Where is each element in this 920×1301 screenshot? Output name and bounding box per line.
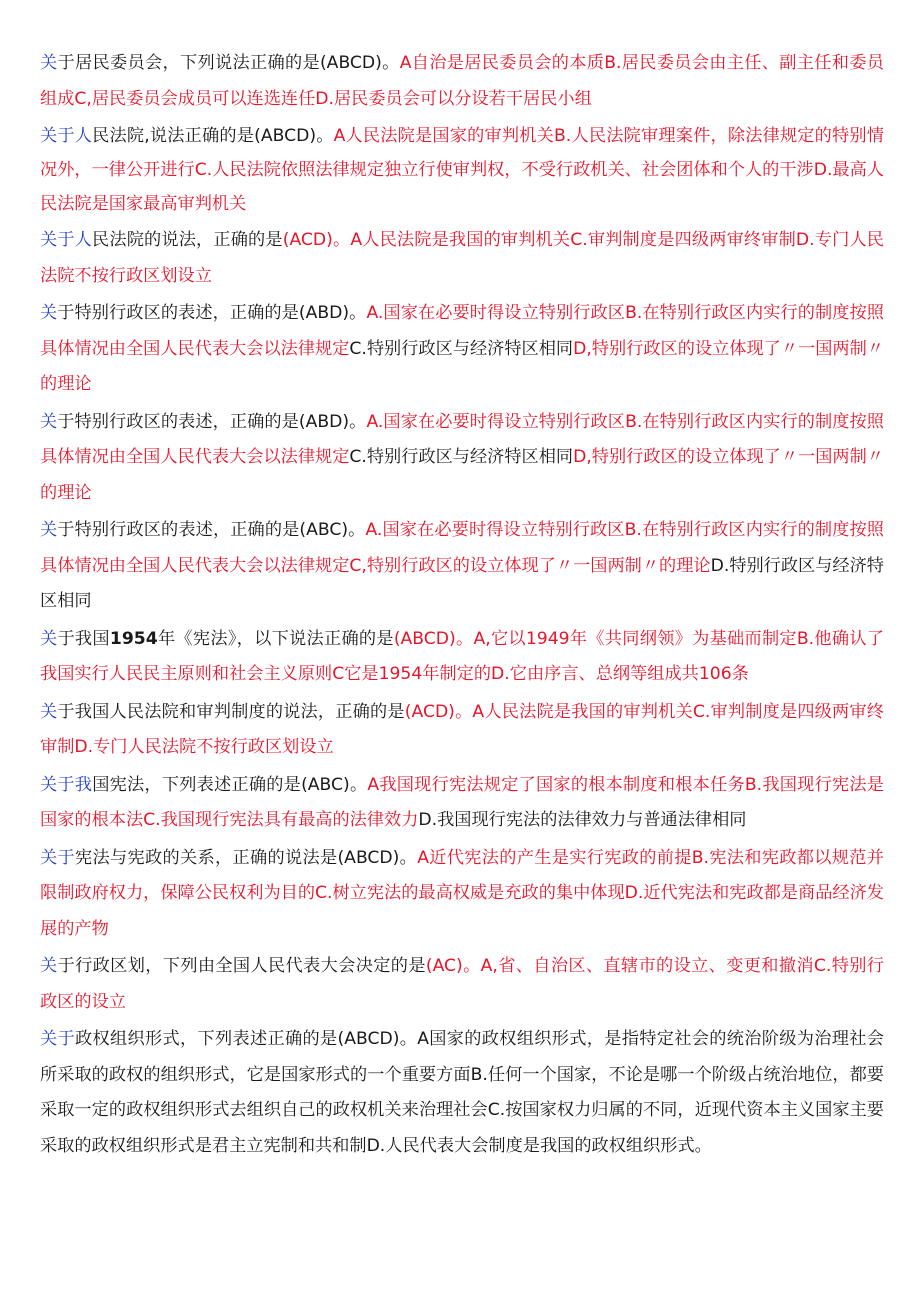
- answer-text: A自治是居民委员会的本质B.居民委员会由主任、副主任和委员组成C,居民委员会成员可以连选连任D.居民委员会可以分设若干居民小组: [40, 53, 884, 109]
- question-lead: 关于我: [40, 774, 93, 795]
- answer-rest-text: C.特别行政区与经济特区相同: [349, 338, 574, 359]
- question-text: 于特别行政区的表述，正确的是(ABC)。: [57, 520, 366, 540]
- question-year: 1954: [109, 628, 158, 649]
- answer-rest-text: D.我国现行宪法的法律效力与普通法律相同: [418, 810, 747, 830]
- question-lead: 关: [40, 53, 58, 73]
- question-text: 于居民委员会，下列说法正确的是(ABCD)。: [57, 53, 400, 73]
- answer-text: A我国现行宪法规定了国家的根本制度和根本任务B.我国现行宪法是国家的根本法C.我国现行宪法具有最高的法律效力: [40, 774, 884, 830]
- answer-text: A.国家在必要时得设立特别行政区B.在特别行政区内实行的制度按照具体情况由全国人民代表大会以法律规定: [40, 411, 884, 467]
- question-text: 于行政区划，下列由全国人民代表大会决定的是: [57, 956, 426, 976]
- question-lead: 关: [40, 411, 58, 432]
- qa-item-10: [40, 841, 884, 948]
- answer-text: A.国家在必要时得设立特别行政区B.在特别行政区内实行的制度按照具体情况由全国人民代表大会以法律规定C,特别行政区的设立体现了〃一国两制〃的理论: [40, 520, 884, 576]
- question-lead: 关于: [40, 847, 75, 868]
- question-text: 政权组织形式，下列表述正确的是(ABCD)。A国家的政权组织形式，是指特定社会的统治阶级为治理社会所采取的政权的组织形式，它是国家形式的一个重要方面B.任何一个国家，不论是哪一个阶级占统治地位，都要采取一定的政权组织形式去组织自己的政权机关来治理社会C.按国家权力归属的不同，近现代资本主义国家主要采取的政权组织形式是君主立宪制和共和制D.人民代表大会制度是我国的政权组织形式。: [40, 1029, 884, 1156]
- question-lead: 关于: [40, 1029, 76, 1049]
- qa-item-6: [40, 513, 884, 620]
- answer-text-2: D,特别行政区的设立体现了〃一国两制〃的理论: [40, 447, 884, 503]
- qa-item-8: [40, 695, 884, 766]
- answer-text: A人民法院是国家的审判机关B.人民法院审理案件，除法律规定的特别情况外，一律公开进行C.人民法院依照法律规定独立行使审判权，不受行政机关、社会团体和个人的干涉D.最高人民法院是国家最高审判机关: [40, 126, 884, 214]
- answer-text: (ABCD)。A,它以1949年《共同纲领》为基础而制定B.他确认了我国实行人民民主原则和社会主义原则C它是1954年制定的D.它由序言、总纲等组成共106条: [40, 628, 884, 684]
- answer-text: A近代宪法的产生是实行宪政的前提B.宪法和宪政都以规范并限制政府权力，保障公民权利为目的C.树立宪法的最高权威是充政的集中体现D.近代宪法和宪政都是商品经济发展的产物: [40, 847, 884, 939]
- answer-text: (AC)。A,省、自治区、直辖市的设立、变更和撤消C.特别行政区的设立: [40, 956, 884, 1012]
- question-text: 民法院的说法，正确的是: [92, 230, 283, 250]
- answer-text: (ACD)。A人民法院是我国的审判机关C.审判制度是四级两审终审制D.专门人民法院不按行政区划设立: [40, 701, 884, 757]
- question-lead: 关: [40, 303, 58, 323]
- question-text: 宪法与宪政的关系，正确的说法是(ABCD)。: [75, 847, 418, 868]
- answer-text: A.国家在必要时得设立特别行政区B.在特别行政区内实行的制度按照具体情况由全国人民代表大会以法律规定: [40, 303, 884, 359]
- question-text: 于我国人民法院和审判制度的说法，正确的是: [57, 701, 405, 722]
- qa-item-12: [40, 1022, 884, 1164]
- qa-item-2: [40, 119, 884, 221]
- question-text: 于特别行政区的表述，正确的是(ABD)。: [57, 411, 367, 432]
- qa-item-1: [40, 46, 884, 117]
- answer-rest-text: D.特别行政区与经济特区相同: [40, 555, 884, 611]
- question-lead: 关于人: [40, 230, 93, 250]
- answer-text-2: D,特别行政区的设立体现了〃一国两制〃的理论: [40, 338, 884, 394]
- question-text: 于特别行政区的表述，正确的是(ABD)。: [57, 303, 367, 323]
- qa-item-4: [40, 296, 884, 403]
- answer-text: (ACD)。A人民法院是我国的审判机关C.审判制度是四级两审终审制D.专门人民法院不按行政区划设立: [40, 230, 884, 286]
- qa-item-5: [40, 405, 884, 512]
- question-text: 民法院,说法正确的是(ABCD)。: [92, 126, 334, 146]
- question-lead: 关: [40, 520, 58, 540]
- question-text-2: 年《宪法》，以下说法正确的是: [157, 628, 394, 649]
- question-lead: 关: [40, 701, 58, 722]
- question-text: 国宪法，下列表述正确的是(ABC)。: [92, 774, 368, 795]
- question-lead: 关于人: [40, 126, 93, 146]
- question-text: 于我国: [57, 628, 110, 649]
- answer-rest-text: C.特别行政区与经济特区相同: [349, 447, 574, 467]
- qa-item-7: [40, 622, 884, 693]
- qa-item-9: [40, 768, 884, 839]
- qa-item-11: [40, 949, 884, 1020]
- question-lead: 关: [40, 628, 58, 649]
- question-lead: 关: [40, 956, 58, 976]
- qa-item-3: [40, 223, 884, 294]
